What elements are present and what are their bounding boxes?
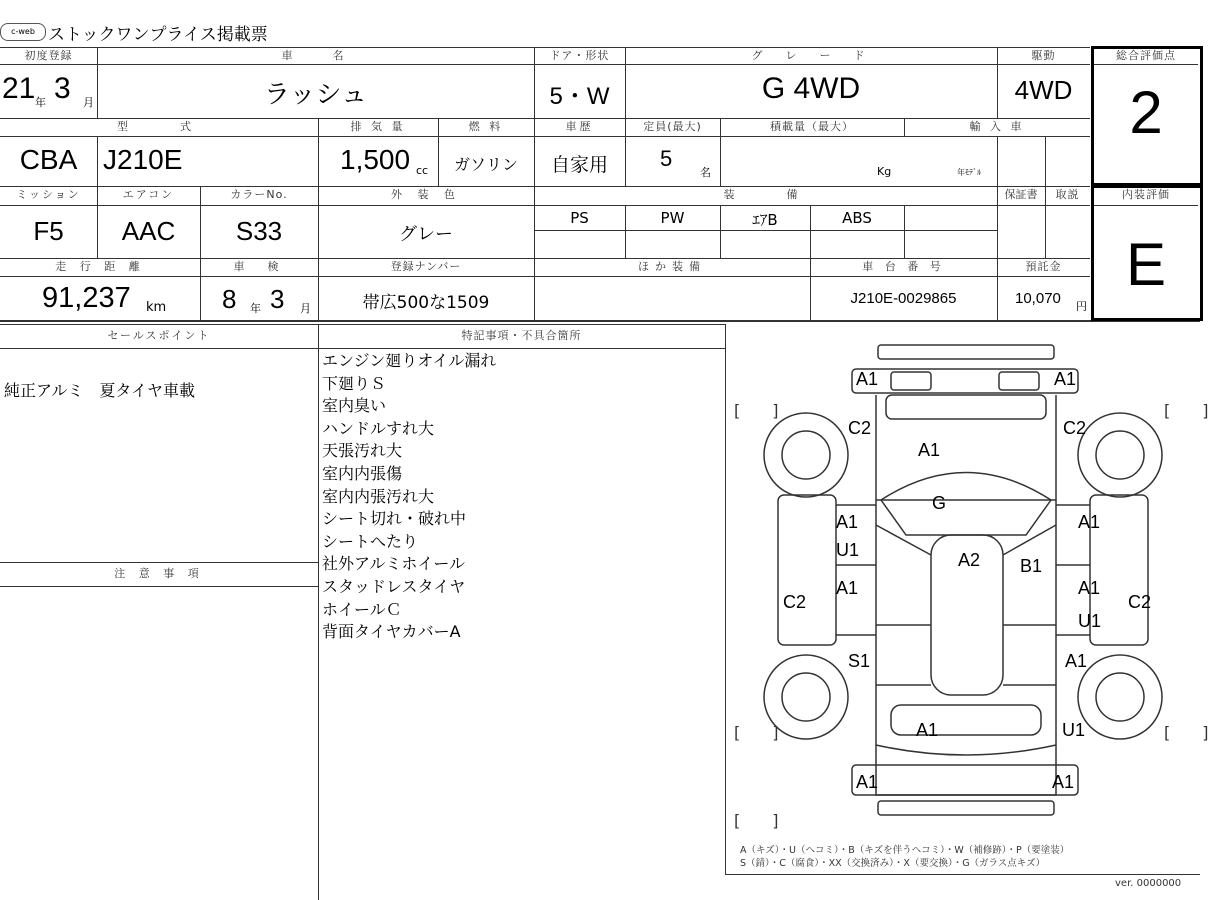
equipment-ps: PS xyxy=(570,209,589,227)
label-other-equipment: ほか装備 xyxy=(638,260,706,273)
note-item: ホイールＣ xyxy=(322,599,402,619)
label-drive: 駆動 xyxy=(1031,49,1056,62)
grade: G 4WD xyxy=(761,72,861,105)
label-sales-point: セールスポイント xyxy=(107,329,211,342)
bracket-fl: [ ] xyxy=(734,401,779,420)
equipment-pw: PW xyxy=(660,209,685,227)
displacement-unit: cc xyxy=(416,164,429,177)
mileage-unit: km xyxy=(146,300,167,315)
label-mission: ミッション xyxy=(16,188,81,201)
aircon: AAC xyxy=(121,216,176,246)
note-item: シートへたり xyxy=(322,531,419,551)
label-fuel: 燃 料 xyxy=(468,120,504,133)
equipment-abs: ABS xyxy=(842,209,872,227)
deposit: 10,070 xyxy=(1015,290,1061,307)
label-interior-score: 内装評価 xyxy=(1122,188,1170,201)
note-item: ハンドルすれ大 xyxy=(322,418,435,438)
bracket-spare: [ ] xyxy=(734,811,779,830)
label-door-type: ドア・形状 xyxy=(549,49,610,62)
label-manual: 取説 xyxy=(1055,188,1080,201)
mark-rear-bumper-right: A1 xyxy=(1052,772,1075,792)
insp-year-unit: 年 xyxy=(250,302,261,315)
mark-right-side: C2 xyxy=(1128,592,1152,612)
plate: 帯広500な1509 xyxy=(362,293,490,313)
mark-tire-fr: C2 xyxy=(1063,418,1087,438)
mark-left-front-door-u: U1 xyxy=(836,540,860,560)
color-no: S33 xyxy=(235,216,283,246)
label-mileage: 走 行 距 離 xyxy=(55,260,145,273)
deposit-unit: 円 xyxy=(1076,300,1087,313)
insp-month: 3 xyxy=(270,284,285,314)
label-displacement: 排 気 量 xyxy=(350,120,406,133)
logo: c-web xyxy=(0,23,46,41)
mark-rear-right: U1 xyxy=(1062,720,1086,740)
mark-left-side: C2 xyxy=(783,592,807,612)
model-code: J210E xyxy=(103,144,183,175)
label-car-name: 車 名 xyxy=(281,49,350,62)
legend-line-2: S（錆）・C（腐食）・XX（交換済み）・X（要交換）・G（ガラス点キズ） xyxy=(740,858,1046,869)
special-notes-list xyxy=(322,350,496,644)
label-exterior-color: 外 装 色 xyxy=(391,188,461,201)
bracket-fr: [ ] xyxy=(1164,401,1209,420)
version: ver. 0000000 xyxy=(1115,878,1182,889)
mark-roof: A2 xyxy=(958,550,981,570)
note-item: 背面タイヤカバーA xyxy=(322,622,461,642)
label-plate: 登録ナンバー xyxy=(390,260,462,273)
usage: 自家用 xyxy=(550,154,608,176)
sales-point-text: 純正アルミ 夏タイヤ車載 xyxy=(4,381,196,400)
note-item: 下廻りＳ xyxy=(322,373,387,393)
label-usage: 車歴 xyxy=(565,120,594,133)
mission: F5 xyxy=(33,216,64,246)
label-overall-score: 総合評価点 xyxy=(1116,49,1176,62)
mark-right-rear-door-u: U1 xyxy=(1078,611,1102,631)
label-caution: 注 意 事 項 xyxy=(114,567,204,580)
label-special-notes: 特記事項・不具合箇所 xyxy=(461,329,582,342)
interior-score: E xyxy=(1125,231,1167,298)
model-prefix: CBA xyxy=(19,144,78,175)
note-item: 天張汚れ大 xyxy=(322,441,403,461)
mark-rear-bumper-left: A1 xyxy=(856,772,879,792)
note-item: エンジン廻りオイル漏れ xyxy=(322,351,497,370)
label-warranty: 保証書 xyxy=(1004,188,1038,201)
mark-left-front-door-a: A1 xyxy=(836,512,859,532)
note-item: 室内臭い xyxy=(322,396,387,416)
bracket-rr: [ ] xyxy=(1164,723,1209,742)
drive: 4WD xyxy=(1014,75,1073,105)
capacity-unit: 名 xyxy=(700,166,711,179)
label-import: 輸 入 車 xyxy=(969,120,1025,133)
mark-front-right: A1 xyxy=(1054,369,1077,389)
label-color-no: カラーNo. xyxy=(230,188,288,201)
capacity: 5 xyxy=(660,146,673,171)
label-deposit: 預託金 xyxy=(1025,260,1062,273)
label-equipment: 装 備 xyxy=(723,188,808,201)
mark-front-left: A1 xyxy=(856,369,879,389)
mark-hood: A1 xyxy=(918,440,941,460)
label-load: 積載量（最大） xyxy=(770,120,854,133)
mark-rear: A1 xyxy=(916,720,939,740)
note-item: スタッドレスタイヤ xyxy=(322,576,466,596)
label-model-type: 型 式 xyxy=(117,120,201,133)
overall-score: 2 xyxy=(1129,79,1163,146)
mileage: 91,237 xyxy=(42,282,131,314)
import-year: 年ﾓﾃﾞﾙ xyxy=(957,168,981,177)
bracket-rl: [ ] xyxy=(734,723,779,742)
label-first-reg: 初度登録 xyxy=(24,49,73,62)
exterior-color: グレー xyxy=(399,224,453,245)
page-title: ストックワンプライス掲載票 xyxy=(48,25,268,45)
reg-year-unit: 年 xyxy=(35,96,46,109)
insp-year: 8 xyxy=(222,284,237,314)
note-item: 室内内張汚れ大 xyxy=(322,486,435,506)
mark-tire-fl: C2 xyxy=(848,418,872,438)
load-unit: Kg xyxy=(877,165,892,178)
door-type: 5・W xyxy=(549,83,610,110)
mark-windshield: G xyxy=(932,493,947,513)
reg-month-unit: 月 xyxy=(83,96,94,109)
equipment-airbag: ｴｱB xyxy=(752,211,778,229)
label-capacity: 定員(最大) xyxy=(643,120,702,133)
reg-year: 21 xyxy=(2,72,36,105)
label-chassis-no: 車 台 番 号 xyxy=(862,260,945,273)
chassis-no: J210E-0029865 xyxy=(850,290,957,307)
note-item: 社外アルミホイール xyxy=(322,554,466,574)
insp-month-unit: 月 xyxy=(300,302,311,315)
label-inspection: 車 検 xyxy=(233,260,285,273)
label-grade: グ レ ー ド xyxy=(751,49,871,62)
car-name: ラッシュ xyxy=(264,80,367,110)
legend-line-1: A（キズ）・U（ヘコミ）・B（キズを伴うヘコミ）・W（補修跡）・P（要塗装） xyxy=(740,845,1070,856)
mark-right-front: A1 xyxy=(1078,512,1101,532)
note-item: シート切れ・破れ中 xyxy=(322,509,467,529)
reg-month: 3 xyxy=(54,72,71,105)
mark-right-rear-door-a: A1 xyxy=(1078,578,1101,598)
mark-left-quarter: S1 xyxy=(848,651,871,671)
label-aircon: エアコン xyxy=(122,188,175,201)
fuel: ガソリン xyxy=(453,155,518,174)
mark-left-rear-door: A1 xyxy=(836,578,859,598)
mark-right-front-door: B1 xyxy=(1020,556,1043,576)
displacement: 1,500 xyxy=(340,144,411,175)
mark-right-quarter: A1 xyxy=(1065,651,1088,671)
note-item: 室内内張傷 xyxy=(322,463,403,483)
